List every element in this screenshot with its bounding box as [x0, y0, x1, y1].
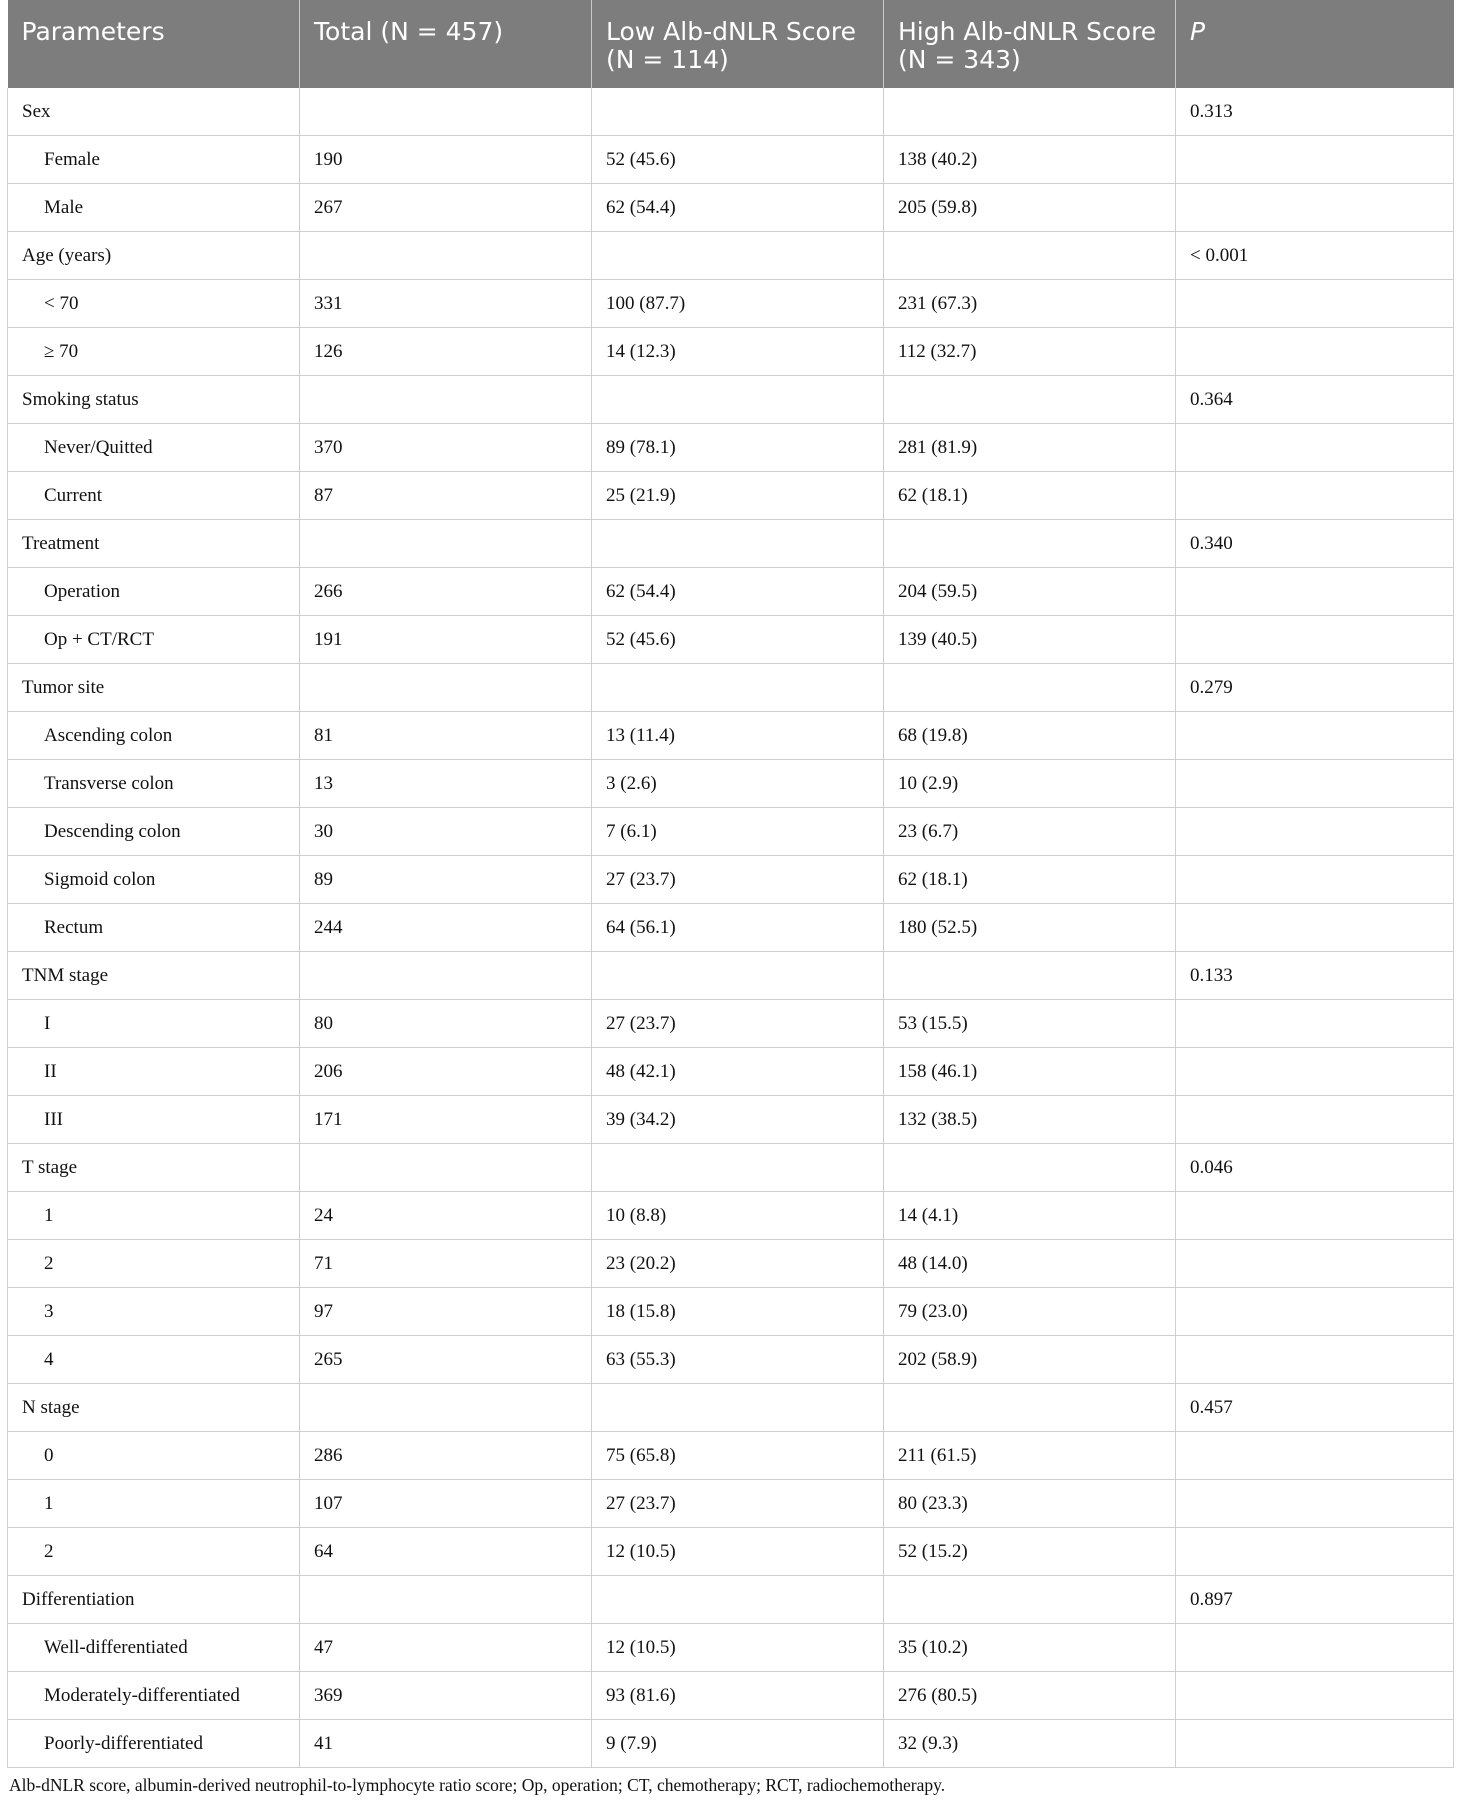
- cell-low-score: 64 (56.1): [592, 904, 884, 952]
- cell-total: 126: [300, 328, 592, 376]
- cell-p-value: [1176, 904, 1454, 952]
- table-row: [8, 904, 1454, 952]
- row-sublabel: Rectum: [8, 904, 300, 952]
- cell-p-value: [1176, 424, 1454, 472]
- cell-high-score: [884, 1144, 1176, 1192]
- cell-low-score: 48 (42.1): [592, 1048, 884, 1096]
- cell-p-value: [1176, 856, 1454, 904]
- cell-low-score: 9 (7.9): [592, 1720, 884, 1768]
- row-sublabel: Operation: [8, 568, 300, 616]
- cell-low-score: 12 (10.5): [592, 1528, 884, 1576]
- cell-total: 266: [300, 568, 592, 616]
- row-group-label: Sex: [8, 88, 300, 136]
- header-low-score: Low Alb-dNLR Score (N = 114): [592, 0, 884, 88]
- cell-high-score: 62 (18.1): [884, 472, 1176, 520]
- cell-high-score: [884, 88, 1176, 136]
- cell-high-score: 202 (58.9): [884, 1336, 1176, 1384]
- cell-p-value: [1176, 760, 1454, 808]
- table-row: [8, 1096, 1454, 1144]
- header-parameters: Parameters: [8, 0, 300, 88]
- row-sublabel: Op + CT/RCT: [8, 616, 300, 664]
- cell-total: [300, 1384, 592, 1432]
- row-sublabel: II: [8, 1048, 300, 1096]
- table-row: [8, 1336, 1454, 1384]
- cell-high-score: 23 (6.7): [884, 808, 1176, 856]
- cell-high-score: 204 (59.5): [884, 568, 1176, 616]
- cell-low-score: 75 (65.8): [592, 1432, 884, 1480]
- cell-total: 97: [300, 1288, 592, 1336]
- cell-total: 81: [300, 712, 592, 760]
- cell-total: 64: [300, 1528, 592, 1576]
- table-row: [8, 1624, 1454, 1672]
- cell-p-value: [1176, 1096, 1454, 1144]
- cell-high-score: [884, 376, 1176, 424]
- cell-total: [300, 1576, 592, 1624]
- row-sublabel: Male: [8, 184, 300, 232]
- cell-total: 206: [300, 1048, 592, 1096]
- cell-low-score: 52 (45.6): [592, 616, 884, 664]
- row-sublabel: Poorly-differentiated: [8, 1720, 300, 1768]
- cell-high-score: 35 (10.2): [884, 1624, 1176, 1672]
- cell-p-value: [1176, 1672, 1454, 1720]
- cell-total: 87: [300, 472, 592, 520]
- table-header: [8, 0, 1454, 88]
- cell-p-value: 0.897: [1176, 1576, 1454, 1624]
- row-sublabel: Current: [8, 472, 300, 520]
- cell-total: 13: [300, 760, 592, 808]
- row-sublabel: 0: [8, 1432, 300, 1480]
- row-group-label: Differentiation: [8, 1576, 300, 1624]
- row-sublabel: 1: [8, 1480, 300, 1528]
- cell-p-value: [1176, 1720, 1454, 1768]
- table-body: [8, 88, 1454, 1768]
- row-sublabel: Never/Quitted: [8, 424, 300, 472]
- cell-total: [300, 88, 592, 136]
- table-row: [8, 856, 1454, 904]
- table-row: [8, 520, 1454, 568]
- cell-low-score: 62 (54.4): [592, 568, 884, 616]
- cell-high-score: 48 (14.0): [884, 1240, 1176, 1288]
- row-sublabel: Female: [8, 136, 300, 184]
- cell-high-score: [884, 1576, 1176, 1624]
- table-row: [8, 1048, 1454, 1096]
- table-row: [8, 1192, 1454, 1240]
- row-group-label: T stage: [8, 1144, 300, 1192]
- cell-high-score: 205 (59.8): [884, 184, 1176, 232]
- cell-low-score: 93 (81.6): [592, 1672, 884, 1720]
- cell-total: 370: [300, 424, 592, 472]
- cell-p-value: [1176, 1048, 1454, 1096]
- cell-total: 265: [300, 1336, 592, 1384]
- cell-p-value: 0.340: [1176, 520, 1454, 568]
- table-row: [8, 1288, 1454, 1336]
- cell-high-score: 79 (23.0): [884, 1288, 1176, 1336]
- cell-high-score: 32 (9.3): [884, 1720, 1176, 1768]
- cell-low-score: 13 (11.4): [592, 712, 884, 760]
- cell-low-score: 89 (78.1): [592, 424, 884, 472]
- table-row: [8, 952, 1454, 1000]
- cell-low-score: [592, 520, 884, 568]
- cell-high-score: 80 (23.3): [884, 1480, 1176, 1528]
- cell-high-score: [884, 952, 1176, 1000]
- cell-p-value: 0.279: [1176, 664, 1454, 712]
- cell-low-score: 10 (8.8): [592, 1192, 884, 1240]
- table-row: [8, 136, 1454, 184]
- cell-p-value: [1176, 280, 1454, 328]
- table-row: [8, 1720, 1454, 1768]
- row-sublabel: 2: [8, 1528, 300, 1576]
- cell-total: 80: [300, 1000, 592, 1048]
- row-sublabel: ≥ 70: [8, 328, 300, 376]
- cell-high-score: 10 (2.9): [884, 760, 1176, 808]
- cell-low-score: [592, 664, 884, 712]
- table-row: [8, 232, 1454, 280]
- cell-high-score: 138 (40.2): [884, 136, 1176, 184]
- cell-high-score: 68 (19.8): [884, 712, 1176, 760]
- cell-p-value: [1176, 1240, 1454, 1288]
- cell-low-score: [592, 952, 884, 1000]
- cell-p-value: [1176, 136, 1454, 184]
- table-row: [8, 88, 1454, 136]
- table-row: [8, 1144, 1454, 1192]
- cell-high-score: [884, 1384, 1176, 1432]
- table-row: [8, 472, 1454, 520]
- row-group-label: TNM stage: [8, 952, 300, 1000]
- row-sublabel: 4: [8, 1336, 300, 1384]
- row-sublabel: Descending colon: [8, 808, 300, 856]
- table-row: [8, 568, 1454, 616]
- cell-low-score: 52 (45.6): [592, 136, 884, 184]
- cell-total: 107: [300, 1480, 592, 1528]
- cell-total: 47: [300, 1624, 592, 1672]
- cell-p-value: [1176, 184, 1454, 232]
- header-total: Total (N = 457): [300, 0, 592, 88]
- cell-low-score: [592, 1144, 884, 1192]
- table-row: [8, 712, 1454, 760]
- cell-low-score: 23 (20.2): [592, 1240, 884, 1288]
- cell-p-value: [1176, 328, 1454, 376]
- row-sublabel: Well-differentiated: [8, 1624, 300, 1672]
- table-row: [8, 616, 1454, 664]
- table-row: [8, 1240, 1454, 1288]
- row-sublabel: 3: [8, 1288, 300, 1336]
- cell-high-score: 211 (61.5): [884, 1432, 1176, 1480]
- cell-p-value: [1176, 1336, 1454, 1384]
- cell-p-value: 0.313: [1176, 88, 1454, 136]
- cell-low-score: 39 (34.2): [592, 1096, 884, 1144]
- data-table: [7, 0, 1454, 1768]
- row-group-label: Age (years): [8, 232, 300, 280]
- row-sublabel: Moderately-differentiated: [8, 1672, 300, 1720]
- cell-high-score: 276 (80.5): [884, 1672, 1176, 1720]
- cell-total: [300, 376, 592, 424]
- cell-low-score: 14 (12.3): [592, 328, 884, 376]
- table-row: [8, 1000, 1454, 1048]
- cell-p-value: [1176, 808, 1454, 856]
- table-row: [8, 1528, 1454, 1576]
- cell-low-score: 12 (10.5): [592, 1624, 884, 1672]
- table-row: [8, 1672, 1454, 1720]
- cell-low-score: 27 (23.7): [592, 1000, 884, 1048]
- cell-p-value: [1176, 1624, 1454, 1672]
- cell-high-score: 52 (15.2): [884, 1528, 1176, 1576]
- row-group-label: Tumor site: [8, 664, 300, 712]
- row-sublabel: 2: [8, 1240, 300, 1288]
- cell-p-value: [1176, 616, 1454, 664]
- row-group-label: N stage: [8, 1384, 300, 1432]
- row-sublabel: 1: [8, 1192, 300, 1240]
- cell-high-score: 180 (52.5): [884, 904, 1176, 952]
- cell-total: [300, 952, 592, 1000]
- table-row: [8, 1384, 1454, 1432]
- header-p-value: P: [1176, 0, 1454, 88]
- cell-p-value: [1176, 472, 1454, 520]
- header-row: [8, 0, 1454, 88]
- cell-low-score: 7 (6.1): [592, 808, 884, 856]
- cell-low-score: 18 (15.8): [592, 1288, 884, 1336]
- cell-p-value: 0.133: [1176, 952, 1454, 1000]
- cell-total: 191: [300, 616, 592, 664]
- cell-high-score: [884, 232, 1176, 280]
- table-row: [8, 664, 1454, 712]
- table-row: [8, 280, 1454, 328]
- cell-high-score: 112 (32.7): [884, 328, 1176, 376]
- cell-low-score: [592, 1384, 884, 1432]
- table-row: [8, 376, 1454, 424]
- cell-low-score: [592, 232, 884, 280]
- row-group-label: Smoking status: [8, 376, 300, 424]
- cell-total: 41: [300, 1720, 592, 1768]
- cell-low-score: 27 (23.7): [592, 1480, 884, 1528]
- cell-low-score: 63 (55.3): [592, 1336, 884, 1384]
- cell-low-score: 27 (23.7): [592, 856, 884, 904]
- cell-low-score: 100 (87.7): [592, 280, 884, 328]
- cell-low-score: [592, 88, 884, 136]
- cell-total: 369: [300, 1672, 592, 1720]
- cell-p-value: 0.046: [1176, 1144, 1454, 1192]
- cell-p-value: [1176, 712, 1454, 760]
- cell-p-value: [1176, 1432, 1454, 1480]
- cell-total: 267: [300, 184, 592, 232]
- cell-low-score: 25 (21.9): [592, 472, 884, 520]
- table-row: [8, 760, 1454, 808]
- cell-high-score: 231 (67.3): [884, 280, 1176, 328]
- cell-p-value: 0.457: [1176, 1384, 1454, 1432]
- cell-high-score: [884, 520, 1176, 568]
- cell-total: 171: [300, 1096, 592, 1144]
- cell-low-score: [592, 1576, 884, 1624]
- cell-p-value: [1176, 1192, 1454, 1240]
- cell-total: 331: [300, 280, 592, 328]
- cell-high-score: 53 (15.5): [884, 1000, 1176, 1048]
- cell-p-value: [1176, 568, 1454, 616]
- cell-high-score: [884, 664, 1176, 712]
- row-sublabel: III: [8, 1096, 300, 1144]
- cell-total: [300, 664, 592, 712]
- cell-low-score: 3 (2.6): [592, 760, 884, 808]
- cell-p-value: < 0.001: [1176, 232, 1454, 280]
- cell-total: 244: [300, 904, 592, 952]
- table-row: [8, 184, 1454, 232]
- cell-high-score: 62 (18.1): [884, 856, 1176, 904]
- table-footnote: Alb-dNLR score, albumin-derived neutrophil-to-lymphocyte ratio score; Op, operation; CT, chemotherapy; RCT, radiochemotherapy.: [9, 1775, 946, 1795]
- cell-high-score: 14 (4.1): [884, 1192, 1176, 1240]
- row-sublabel: Sigmoid colon: [8, 856, 300, 904]
- row-sublabel: I: [8, 1000, 300, 1048]
- row-sublabel: Ascending colon: [8, 712, 300, 760]
- cell-p-value: [1176, 1000, 1454, 1048]
- cell-p-value: [1176, 1288, 1454, 1336]
- cell-p-value: [1176, 1528, 1454, 1576]
- table-row: [8, 808, 1454, 856]
- table-row: [8, 328, 1454, 376]
- cell-p-value: 0.364: [1176, 376, 1454, 424]
- table-row: [8, 1480, 1454, 1528]
- table-container: [7, 0, 1453, 1796]
- cell-high-score: 281 (81.9): [884, 424, 1176, 472]
- table-row: [8, 1432, 1454, 1480]
- cell-total: [300, 232, 592, 280]
- cell-total: 30: [300, 808, 592, 856]
- cell-total: 24: [300, 1192, 592, 1240]
- cell-high-score: 158 (46.1): [884, 1048, 1176, 1096]
- header-high-score: High Alb-dNLR Score (N = 343): [884, 0, 1176, 88]
- row-sublabel: Transverse colon: [8, 760, 300, 808]
- cell-low-score: 62 (54.4): [592, 184, 884, 232]
- row-sublabel: < 70: [8, 280, 300, 328]
- cell-p-value: [1176, 1480, 1454, 1528]
- cell-total: 286: [300, 1432, 592, 1480]
- cell-total: 89: [300, 856, 592, 904]
- cell-total: 190: [300, 136, 592, 184]
- cell-total: [300, 1144, 592, 1192]
- cell-low-score: [592, 376, 884, 424]
- cell-high-score: 132 (38.5): [884, 1096, 1176, 1144]
- cell-total: [300, 520, 592, 568]
- cell-high-score: 139 (40.5): [884, 616, 1176, 664]
- row-group-label: Treatment: [8, 520, 300, 568]
- cell-total: 71: [300, 1240, 592, 1288]
- table-row: [8, 424, 1454, 472]
- table-row: [8, 1576, 1454, 1624]
